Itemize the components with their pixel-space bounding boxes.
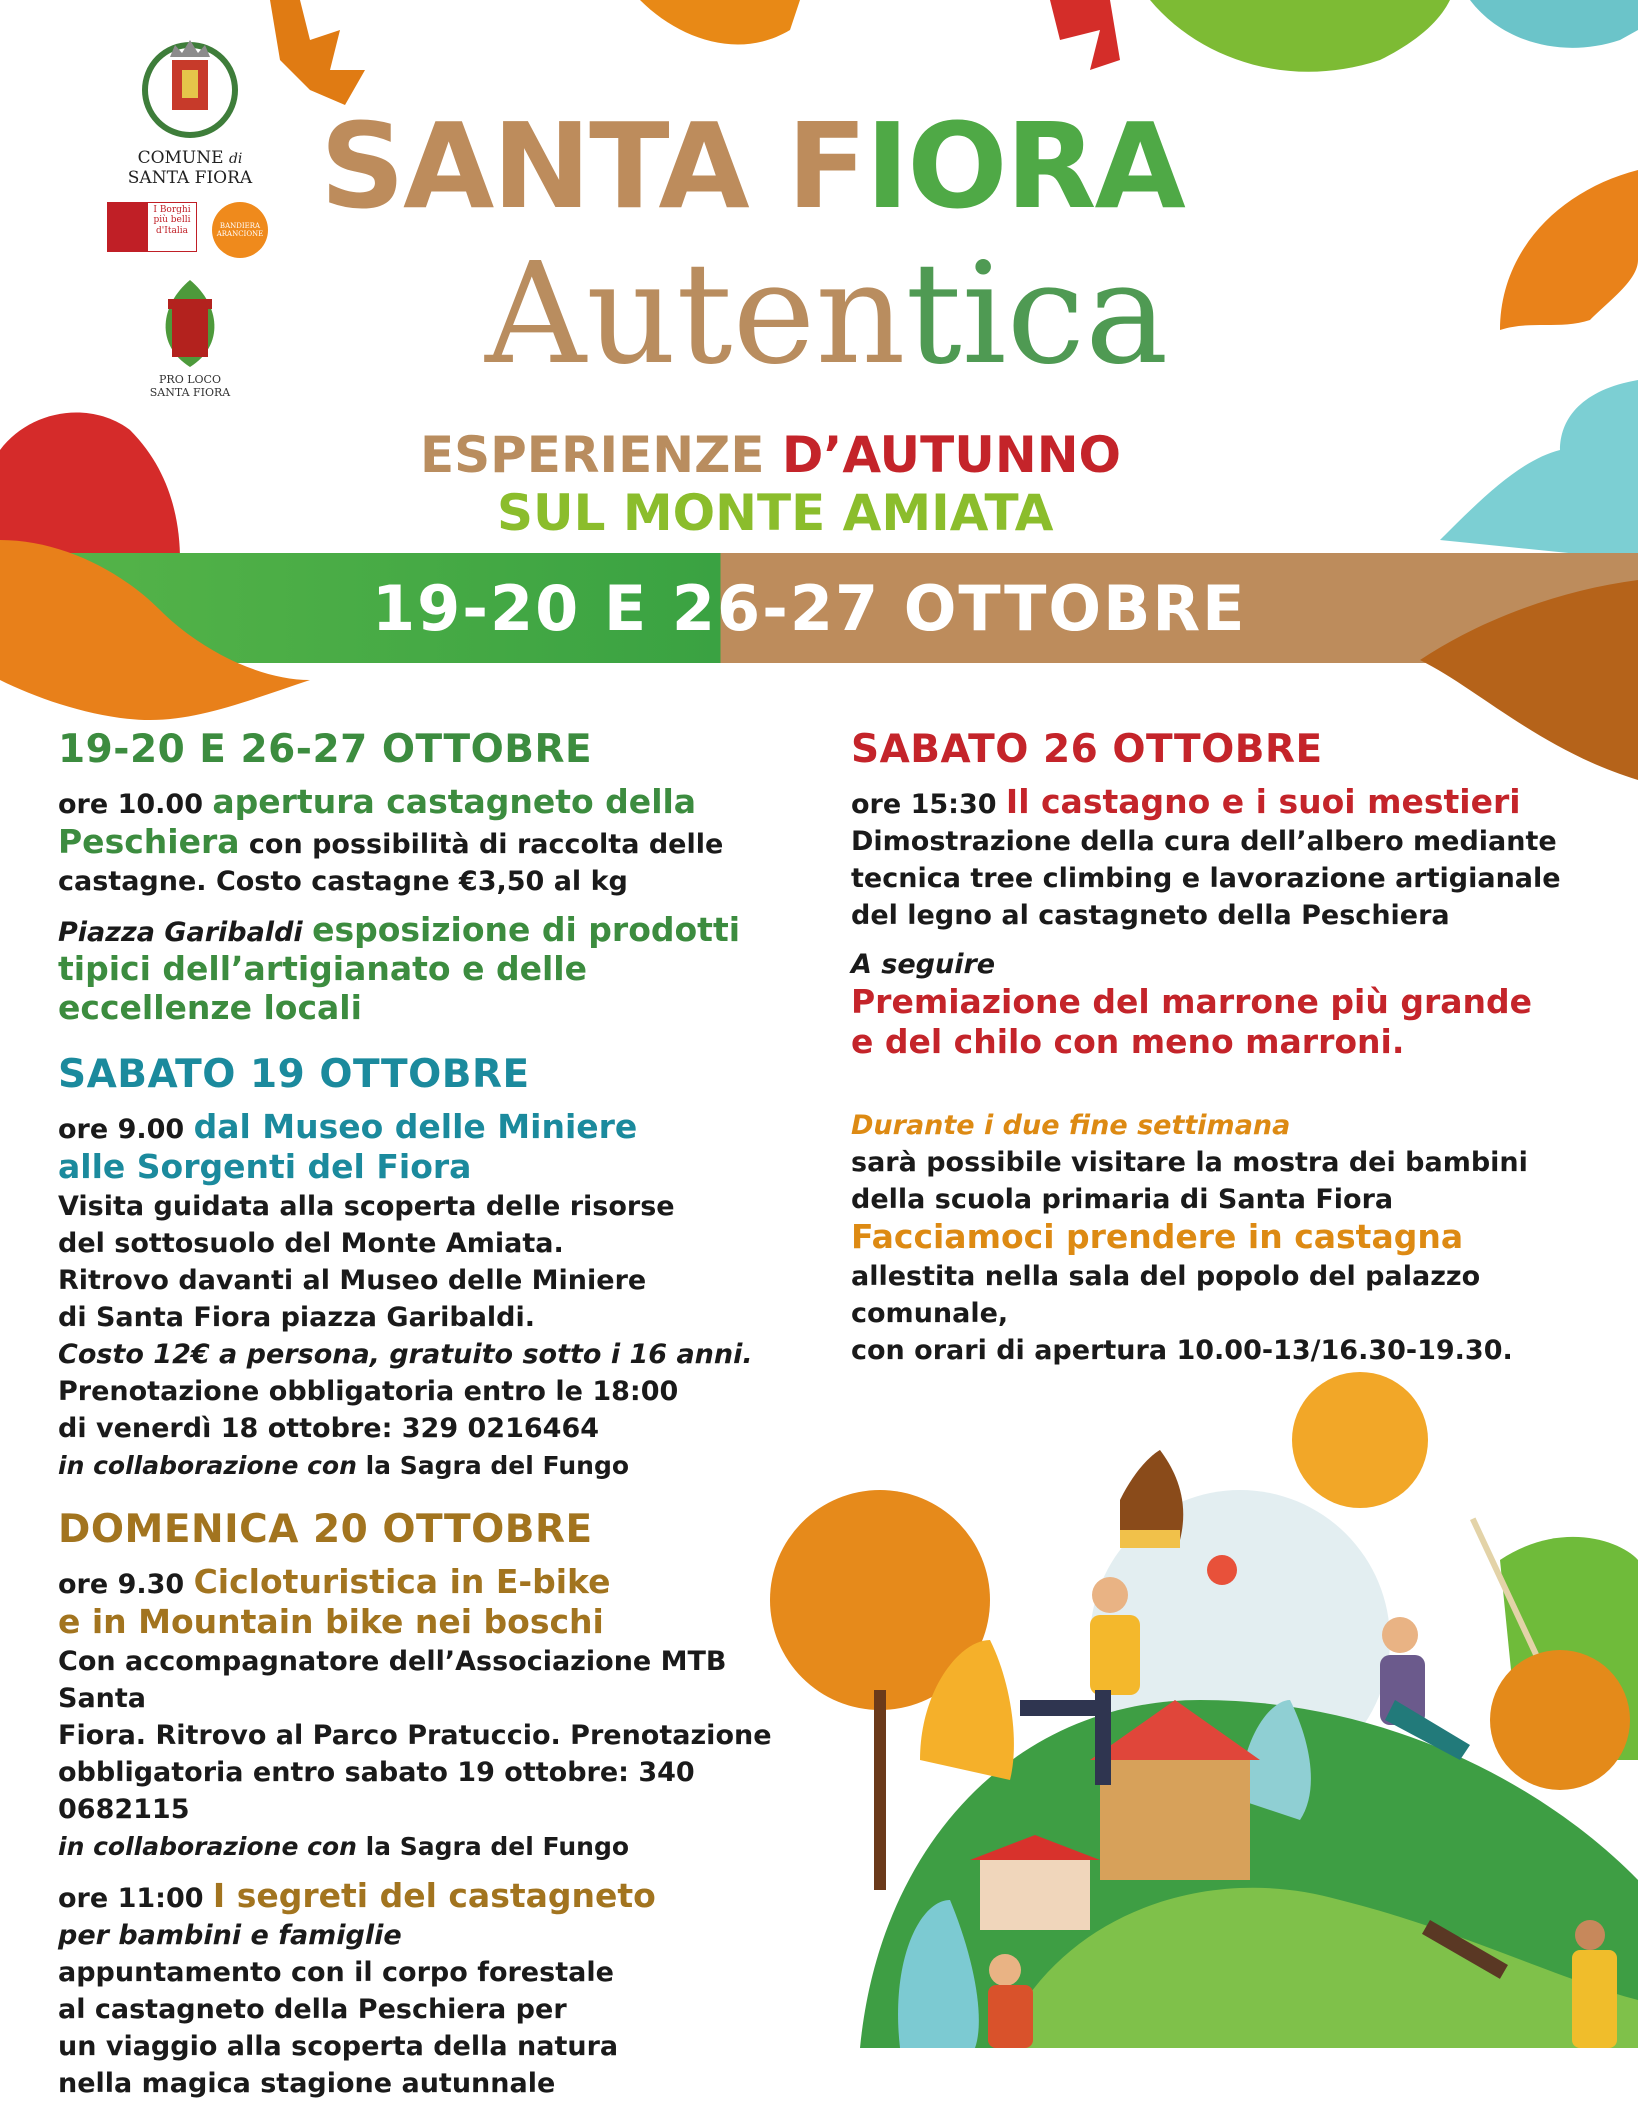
section-heading-dates: 19-20 E 26-27 OTTOBRE <box>58 727 593 772</box>
castle-tower-icon <box>140 275 240 370</box>
proloco-label: PRO LOCO SANTA FIORA <box>149 373 231 399</box>
event-castagno-mestieri: ore 15:30 Il castagno e i suoi mestieri Dimostrazione della cura dell’albero mediante tecnica tree climbing e lavorazione artigianale del legno al castagneto della Peschiera <box>851 782 1561 931</box>
left-column <box>58 727 798 2102</box>
coat-of-arms-icon <box>120 25 260 145</box>
autumn-illustration <box>770 1372 1638 2048</box>
subtitle-esperienze: ESPERIENZE D’AUTUNNO <box>420 426 1122 484</box>
title-autentica: Autentica <box>485 233 1169 396</box>
title-santa-fiora: SANTA FIORA <box>320 97 1184 235</box>
subtitle-monte-amiata: SUL MONTE AMIATA <box>497 484 1054 542</box>
event-mostra-bambini: Durante i due fine settimana sarà possibile visitare la mostra dei bambini della scuola primaria di Santa Fiora Facciamoci prendere in castagna allestita nella sala del popolo del palazzo comunale, con orari di apertura 10.00-13/16.30-19.30. <box>851 1110 1528 1366</box>
autumn-leaf-icon <box>270 0 1638 105</box>
event-premiazione: A seguire Premiazione del marrone più grande e del chilo con meno marroni. <box>851 949 1532 1061</box>
bush-shape <box>1440 380 1638 560</box>
proloco-logo <box>140 275 240 399</box>
autumn-leaf-icon <box>1500 170 1638 330</box>
section-heading-domenica-20: DOMENICA 20 OTTOBRE <box>58 1507 593 1552</box>
comune-label: COMUNE di SANTA FIORA <box>127 148 253 188</box>
date-banner-text: 19-20 E 26-27 OTTOBRE <box>372 572 1247 645</box>
event-esposizione: Piazza Garibaldi esposizione di prodotti tipici dell’artigianato e delle eccellenze locali <box>58 910 741 1027</box>
autumn-leaf-icon <box>0 413 180 560</box>
event-museo-miniere: ore 9.00 dal Museo delle Miniere alle Sorgenti del Fiora Visita guidata alla scoperta delle risorse del sottosuolo del Monte Amiata. Ritrovo davanti al Museo delle Miniere di Santa Fiora piazza Garibaldi. Costo 12€ a persona, gratuito sotto i 16 anni. Prenotazione obbligatoria entro le 18:00 di venerdì 18 ottobre: 329 0216464 in collaborazione con la Sagra del Fungo <box>58 1107 753 1480</box>
event-cicloturistica: ore 9.30 Cicloturistica in E-bike e in Mountain bike nei boschi Con accompagnatore dell’Associazione MTB Santa Fiora. Ritrovo al Parco Pratuccio. Prenotazione obbligatoria entro sabato 19 ottobre: 340 0682115 in collaborazione con la Sagra del Fungo <box>58 1562 772 1861</box>
right-column <box>851 727 1591 1369</box>
comune-logo <box>120 25 260 188</box>
bandiera-arancione-logo: BANDIERA ARANCIONE <box>212 202 268 258</box>
event-segreti-castagneto: ore 11:00 I segreti del castagneto per bambini e famiglie appuntamento con il corpo forestale al castagneto della Peschiera per un viaggio alla scoperta della natura nella magica stagione autunnale <box>58 1876 656 2099</box>
event-castagneto: ore 10.00 apertura castagneto della Peschiera con possibilità di raccolta delle castagne. Costo castagne €3,50 al kg <box>58 782 724 897</box>
section-heading-sabato-26: SABATO 26 OTTOBRE <box>851 727 1323 772</box>
borghi-logo: I Borghi più belli d'Italia <box>107 202 197 252</box>
section-heading-sabato-19: SABATO 19 OTTOBRE <box>58 1052 530 1097</box>
